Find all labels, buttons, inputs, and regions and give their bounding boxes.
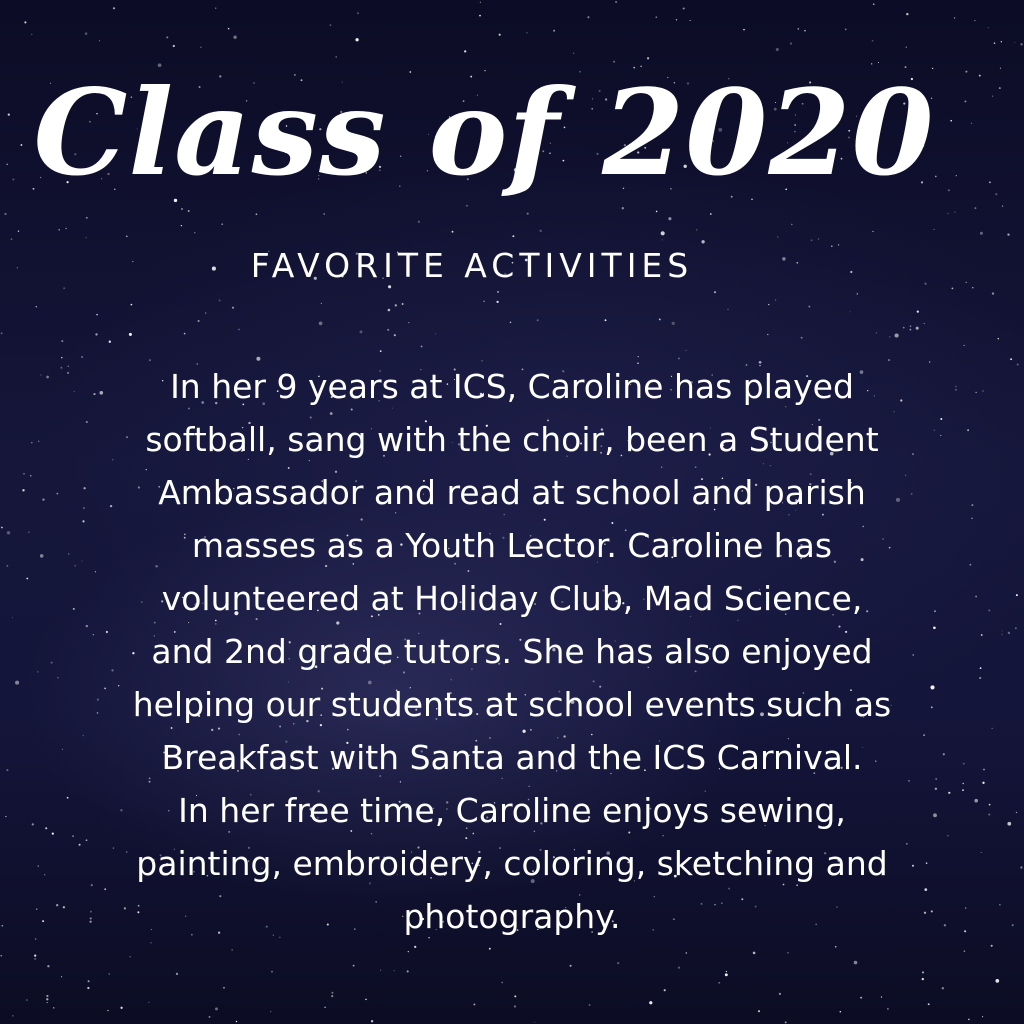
star [24,21,26,23]
star [895,333,899,337]
star [1002,630,1003,631]
star [974,20,975,21]
star [330,24,332,26]
star [860,997,862,999]
star [31,442,33,444]
star [7,565,9,567]
star [979,677,981,679]
star [718,982,720,984]
star [994,42,996,44]
star [26,999,28,1001]
star [96,314,98,316]
star [804,30,805,31]
star [360,330,363,333]
star [30,475,32,477]
star [982,1016,983,1017]
star [47,965,49,967]
star [435,333,436,334]
star [81,356,83,358]
star [775,300,776,301]
star [233,36,236,39]
star [355,38,358,41]
star [52,832,54,834]
star [686,952,687,953]
star [380,350,382,352]
star [12,1015,13,1016]
star [209,1016,211,1018]
star [58,229,60,231]
star [34,958,36,960]
star [324,1007,325,1008]
star [988,814,990,816]
star [791,224,793,226]
star [497,291,499,293]
star [683,7,685,9]
star [664,989,666,991]
star [1016,594,1018,596]
star [452,231,454,233]
star [1,527,3,529]
star [1000,68,1001,69]
star [31,34,32,35]
star [910,329,912,331]
poster-subtitle: FAVORITE ACTIVITIES [250,246,694,285]
star [980,667,982,669]
star [954,17,955,18]
star [40,374,41,375]
star [109,341,111,343]
star [655,16,657,18]
star [479,15,481,17]
star [696,229,697,230]
star [109,973,110,974]
star [514,995,516,997]
star [1001,634,1002,635]
star [701,240,704,243]
body-line: softball, sang with the choir, been a Student [145,420,879,459]
star [991,945,993,947]
star [753,952,756,955]
star [916,327,919,330]
star [887,1008,889,1010]
star [238,329,239,330]
body-line: helping our students at school events such as [132,685,892,724]
star [617,962,619,964]
star [85,32,88,35]
star [42,498,44,500]
star [18,231,19,232]
star [512,235,514,237]
star [964,930,966,932]
star [1020,866,1022,868]
star [971,518,972,519]
star [394,970,395,971]
star [480,2,481,3]
star [407,970,409,972]
star [46,998,48,1000]
star [26,578,28,580]
poster-title: Class of 2020 [33,63,935,202]
star [236,1021,237,1022]
body-paragraph [60,360,964,943]
star [42,920,44,922]
star [889,336,890,337]
star [40,554,44,558]
star [319,322,323,326]
star [61,357,62,358]
body-line: In her free time, Caroline enjoys sewing, [178,791,846,830]
star [980,232,983,235]
star [975,596,977,598]
star [981,634,983,636]
star [57,677,58,678]
star [553,30,555,32]
star [714,291,716,293]
star [1016,812,1017,813]
star [903,327,905,329]
star [365,999,367,1001]
star [148,1002,149,1003]
star [36,306,37,307]
star [995,979,999,983]
star [638,356,639,357]
star [46,995,48,997]
body-line: Breakfast with Santa and the ICS Carnival. [161,738,863,777]
star [758,1010,760,1012]
star [184,333,186,335]
star [1010,358,1012,360]
star [818,238,820,240]
star [223,987,225,989]
star [777,236,778,237]
star [15,681,19,685]
star [53,1007,54,1008]
star [672,322,675,325]
star [964,345,965,346]
star [922,978,924,980]
star [969,564,971,566]
star [967,429,969,431]
star [408,951,409,952]
star [685,350,686,351]
star [881,996,882,997]
star [1008,632,1010,634]
star [23,473,25,475]
star [999,87,1001,89]
star [131,304,133,306]
body-line: masses as a Youth Lector. Caroline has [191,526,833,565]
star [726,971,727,972]
star [388,309,391,312]
star [51,662,53,664]
star [570,965,572,967]
star [176,973,178,975]
star [787,952,789,954]
star [605,319,607,321]
star [5,816,6,817]
star [661,231,665,235]
star [785,1021,787,1023]
star [924,323,925,324]
star [917,311,919,313]
star [353,965,355,967]
star [357,12,359,14]
star [270,1011,272,1013]
star [489,948,491,950]
star [56,904,58,906]
star [840,1011,842,1013]
star [271,971,272,972]
star [942,987,944,989]
star [37,671,38,672]
star [88,980,90,982]
star [526,32,527,33]
star [1014,42,1015,43]
star [971,504,973,506]
star [873,3,874,4]
star [38,441,39,442]
star [1,925,3,927]
star [107,1010,108,1011]
star [56,493,58,495]
star [857,293,859,295]
star [662,239,663,240]
star [173,45,175,47]
star [501,982,503,984]
star [95,333,97,335]
star [166,36,168,38]
star [999,904,1001,906]
star [231,949,232,950]
star [205,312,207,314]
star [126,235,128,237]
star [129,333,132,336]
body-line: photography. [403,897,621,936]
star [120,1007,122,1009]
star [32,823,34,825]
star [65,228,66,229]
star [47,1002,48,1003]
star [982,782,984,784]
star [129,956,130,957]
star [402,303,404,305]
body-line: Ambassador and read at school and parish [158,473,866,512]
star [45,827,47,829]
star [215,1007,218,1010]
star [331,992,333,994]
star [906,13,908,15]
star [331,995,333,997]
star [615,1,617,3]
star [983,769,985,771]
star [514,1005,516,1007]
star [28,531,29,532]
star [99,40,100,41]
star [61,340,63,342]
star [876,332,877,333]
star [988,27,989,28]
star [12,617,13,618]
star [678,966,680,968]
star [35,938,37,940]
body-line: volunteered at Holiday Club, Mad Science, [161,579,863,618]
star [198,320,200,322]
star [7,531,10,534]
star [387,329,389,331]
star [587,16,589,18]
star [854,961,858,965]
body-line: and 2nd grade tutors. She has also enjoyed [151,632,873,671]
star [798,28,800,30]
star [395,304,397,306]
star [872,231,873,232]
star [1,332,3,334]
star [537,319,539,321]
star [790,42,792,44]
star [483,301,484,302]
star [725,973,728,976]
star [1007,822,1011,826]
star [982,390,983,391]
star [649,1001,652,1004]
star [589,1004,591,1006]
star [767,334,768,335]
star [845,28,847,30]
star [1020,43,1022,45]
star [968,1019,970,1021]
star [659,318,661,320]
star [539,230,541,232]
star [801,337,803,339]
star [998,338,999,339]
star [496,301,498,303]
star [34,954,36,956]
star [499,34,501,36]
star [849,311,850,312]
star [1001,41,1002,42]
star [835,946,837,948]
star [181,225,182,226]
star [922,971,924,973]
star [768,304,769,305]
star [194,232,195,233]
star [965,908,966,909]
body-line: In her 9 years at ICS, Caroline has played [170,367,854,406]
star [418,221,420,223]
star [727,309,728,310]
star [975,392,976,393]
star [113,7,115,9]
star [981,852,982,853]
star [988,609,990,611]
star [408,322,409,323]
star [44,874,45,875]
star [414,946,416,948]
star [46,376,49,379]
star [1002,205,1003,206]
star [232,307,234,309]
star [991,728,992,729]
star [934,229,935,230]
star [61,976,62,977]
star [321,303,322,304]
star [992,292,994,294]
star [421,345,423,347]
star [219,299,221,301]
star [380,970,381,971]
star [534,1022,535,1023]
star [779,993,781,995]
star [1017,364,1019,366]
star [510,322,511,323]
star [473,1003,475,1005]
star [743,29,745,31]
star [690,20,691,21]
star [989,804,991,806]
star [1012,924,1014,926]
star [808,306,810,308]
star [221,223,223,225]
star [215,8,216,9]
star [228,28,230,30]
star [872,40,874,42]
star [974,799,978,803]
star [371,1020,373,1022]
star [1015,627,1017,629]
star [910,325,912,327]
star [6,769,8,771]
star [38,866,39,867]
star [87,987,89,989]
star [1007,233,1009,235]
star [36,908,38,910]
star [0,955,2,957]
star [928,1003,930,1005]
star [811,239,813,241]
star [394,334,396,336]
star [85,237,86,238]
star [11,238,13,240]
star [964,950,966,952]
star [676,19,677,20]
body-line: painting, embroidery, coloring, sketching and [136,844,888,883]
star [22,489,24,491]
